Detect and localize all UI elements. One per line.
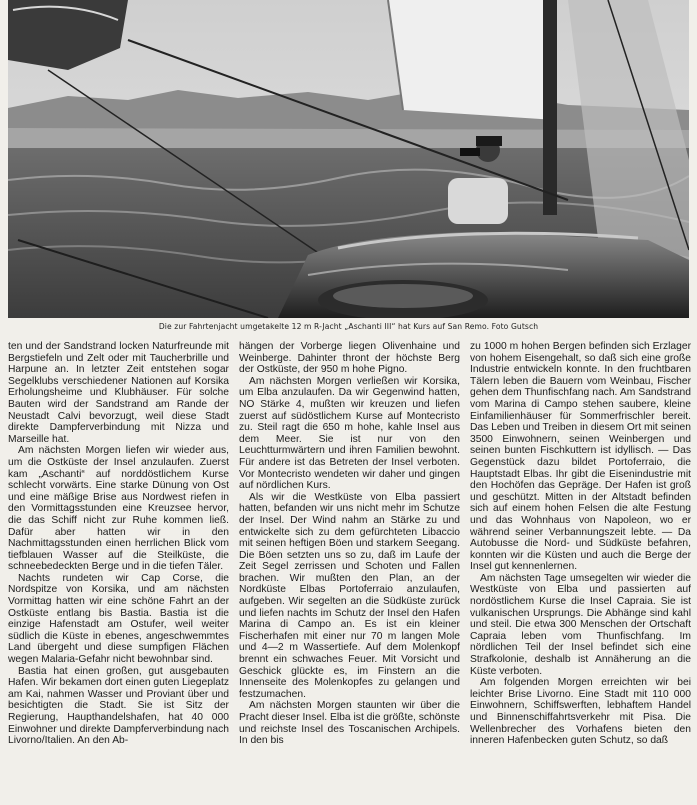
paragraph: Am folgenden Morgen erreichten wir bei leichter Brise Livorno. Eine Stadt mit 110 000 Einwohnern, Schiffswerften, lebhaftem Handel und Binnenschiffahrtsverkehr mit Pisa. Die Wellenbrecher des Vorhafens bieten den inneren Hafenbecken guten Schutz, so daß <box>470 677 691 747</box>
paragraph: Am nächsten Morgen liefen wir wieder aus, um die Ostküste der Insel anzulaufen. Zuerst kam „Aschanti“ auf norddöstlichem Kurse schlecht vorwärts. Eine starke Dünung von Ost und eine mäßige Brise aus Nordwest riefen in den Vormittagsstunden eine Kreuzsee hervor, die das Schiff nicht zur Ruhe kommen ließ. Dafür aber hatten wir in den Nachmittagsstunden einen herrlichen Blick vom tiefblauen Wasser auf die Steilküste, die schneebedeckten Berge und in die tiefen Täler. <box>8 445 229 573</box>
paragraph: hängen der Vorberge liegen Olivenhaine und Weinberge. Dahinter thront der höchste Berg der Ostküste, der 950 m hohe Pigno. <box>239 341 460 376</box>
article-column-1 <box>8 341 229 803</box>
paragraph: Am nächsten Morgen verließen wir Korsika, um Elba anzulaufen. Da wir Gegenwind hatten, NO Stärke 4, mußten wir kreuzen und liefen zuerst auf südöstlichem Kurse auf Montecristo zu. Steil ragt die 650 m hohe, kahle Insel aus dem Meer. Sie ist nur von den Leuchtturmwärtern und ihren Familien bewohnt. Für andere ist das Betreten der Insel verboten. Vor Montecristo wendeten wir daher und gingen auf nördlichen Kurs. <box>239 375 460 492</box>
paragraph: Als wir die Westküste von Elba passiert hatten, befanden wir uns nicht mehr im Schutze der Insel. Der Wind nahm an Stärke zu und entwickelte sich zu dem gefürchteten Libaccio mit seinen heftigen Böen und starkem Seegang. Die Böen setzten uns so zu, daß im Laufe der Zeit Segel zerrissen und Schoten und Fallen brachen. Wir mußten den Plan, an der Nordküste Elbas Portoferraio anzulaufen, aufgeben. Wir segelten an die Südküste zurück und liefen nachts im Schutz der Insel den Hafen Marina di Campo an. Es ist ein kleiner Fischerhafen mit einer nur 70 m langen Mole und 4—2 m Wassertiefe. Auf dem Molenkopf brennt ein schwaches Feuer. Mit Vorsicht und Geschick glückte es, im Finstern an die Innenseite des Molenkopfes zu gelangen und festzumachen. <box>239 491 460 700</box>
sailing-photo <box>8 0 689 318</box>
paragraph: ten und der Sandstrand locken Naturfreunde mit Bergstiefeln und Zelt oder mit Taucherbrille und Harpune an. In letzter Zeit entstehen sogar Segelklubs verschiedener Nationen auf Korsika Erholungsheime und Klubhäuser. Für solche Bauten wird der Sandstrand am Rande der Neustadt Calvi bevorzugt, weil diese Stadt direkte Dampferverbindung mit Nizza und Marseille hat. <box>8 341 229 445</box>
paragraph: Bastia hat einen großen, gut ausgebauten Hafen. Wir bekamen dort einen guten Liegeplatz am Kai, nahmen Wasser und Proviant über und besichtigten die Stadt. Sie ist Sitz der Regierung, Haupthandelshafen, hat 40 000 Einwohner und direkte Dampferverbindung nach Livorno/Italien. An den Ab- <box>8 665 229 747</box>
paragraph: Nachts rundeten wir Cap Corse, die Nordspitze von Korsika, und am nächsten Vormittag hatten wir eine schöne Fahrt an der Ostküste entlang bis Bastia. Bastia ist die einzige Hafenstadt am Ostufer, weil weiter südlich die Küste in ebenes, angeschwemmtes Land übergeht und diese sumpfigen Flächen wegen Malaria-Gefahr nicht bewohnbar sind. <box>8 572 229 666</box>
article-column-2 <box>239 341 460 803</box>
article-column-3 <box>470 341 691 803</box>
paragraph: Am nächsten Morgen staunten wir über die Pracht dieser Insel. Elba ist die größte, schönste und reichste Insel des Toscanischen Archipels. In den bis <box>239 700 460 747</box>
paragraph: Am nächsten Tage umsegelten wir wieder die Westküste von Elba und passierten auf nordöstlichem Kurse die Insel Capraia. Sie ist vulkanischen Ursprungs. Die Abhänge sind kahl und steil. Die etwa 300 Menschen der Ortschaft Capraia leben vom Thunfischfang. Im nördlichen Teil der Insel befindet sich eine Strafkolonie, deshalb ist Annäherung an die Küste verboten. <box>470 572 691 677</box>
photo-caption: Die zur Fahrtenjacht umgetakelte 12 m R-Jacht „Aschanti III“ hat Kurs auf San Remo. Foto Gutsch <box>158 322 539 331</box>
paragraph: zu 1000 m hohen Bergen befinden sich Erzlager von hohem Eisengehalt, so daß sich eine große Industrie entwickeln konnte. In den fruchtbaren Tälern leben die Bauern vom Weinbau, Fischer gehen dem Thunfischfang nach. Am Sandstrand vom Marina di Campo stehen saubere, kleine Einfamilienhäuser für Sommerfrischler bereit. Das Leben und Treiben in diesem Ort mit seinen 3500 Einwohnern, seinen Weinbergen und seinen bunten Fischkuttern ist idyllisch. — Das Gegenstück dazu bildet Portoferraio, die Hauptstadt Elbas. Ihr gibt die Eisenindustrie mit den Hochöfen das Gepräge. Der Hafen ist groß und geschützt. Mitten in der Altstadt befinden sich auf einem hohen Felsen die alte Festung und das Wohnhaus von Napoleon, wo er während seiner Verbannungszeit lebte. — Da Autobusse die Nord- und Südküste befahren, konnten wir die Küsten und auch die Berge der Insel gut kennenlernen. <box>470 341 691 573</box>
sailing-photo-image <box>8 0 689 318</box>
article-columns <box>8 341 691 803</box>
